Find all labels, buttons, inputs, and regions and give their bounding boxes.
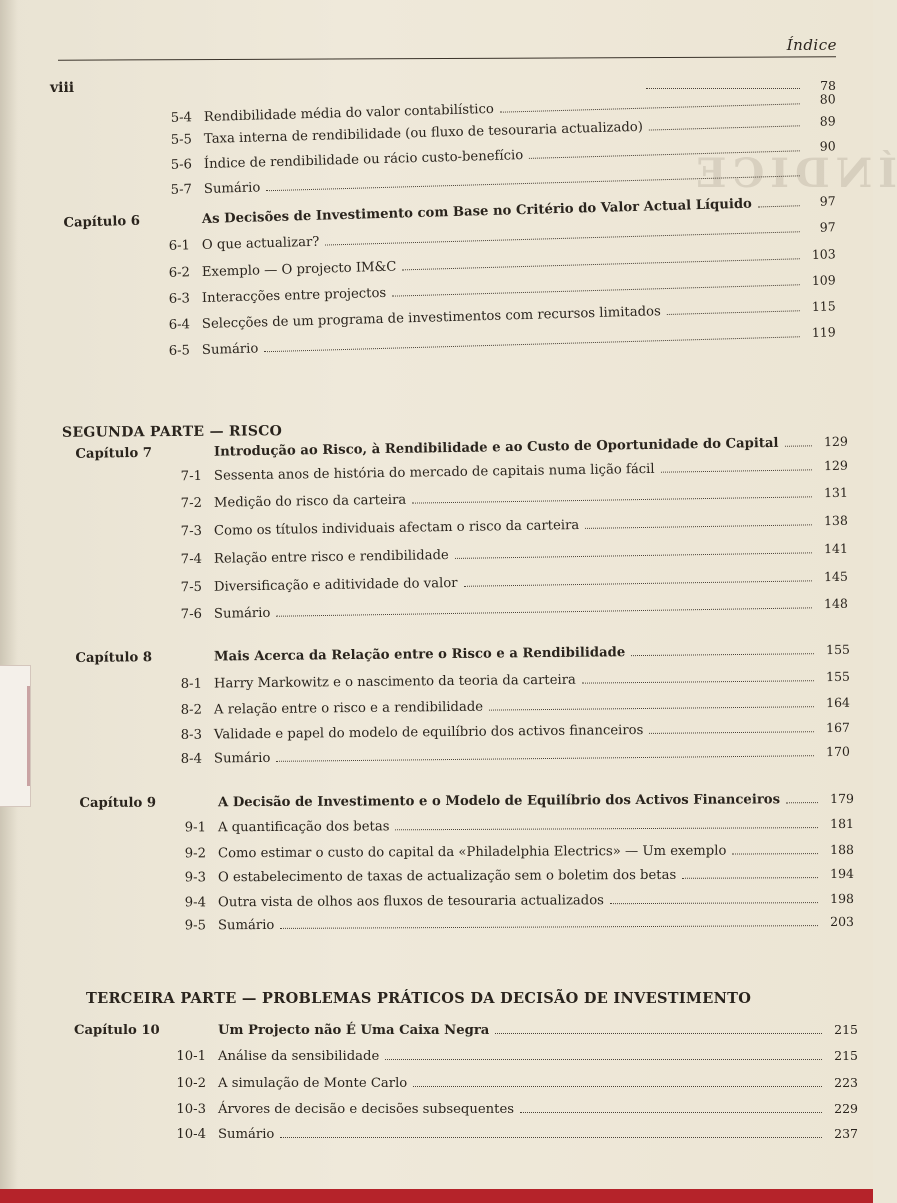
toc-number: 10-4 <box>176 1127 206 1142</box>
toc-title: Um Projecto não É Uma Caixa Negra <box>218 1023 490 1038</box>
toc-page: 103 <box>811 246 836 262</box>
toc-number: 6-4 <box>168 317 191 333</box>
leader-dots <box>631 653 814 656</box>
toc-chapter <box>70 481 162 482</box>
toc-page: 97 <box>819 193 836 209</box>
leader-dots <box>495 1033 822 1034</box>
toc-title: Sumário <box>201 341 259 358</box>
leader-dots <box>325 231 799 245</box>
toc-chapter: Capítulo 10 <box>74 1023 160 1038</box>
toc-number: 7-3 <box>180 523 203 540</box>
toc-page: 145 <box>823 568 849 585</box>
toc-chapter <box>58 329 150 332</box>
toc-chapter <box>70 739 162 740</box>
toc-title: Mais Acerca da Relação entre o Risco e a Rendibilidade <box>213 645 626 665</box>
toc-number: 8-4 <box>180 751 203 767</box>
toc-row <box>74 842 854 862</box>
toc-row <box>70 569 848 597</box>
toc-page: 223 <box>834 1075 858 1090</box>
toc-title: A Decisão de Investimento e o Modelo de Equilíbrio dos Activos Financeiros <box>217 792 781 811</box>
toc-number <box>150 223 202 224</box>
toc-title: Harry Markowitz e o nascimento da teoria da carteira <box>213 672 576 692</box>
toc-number: 5-4 <box>170 110 193 126</box>
leader-dots <box>412 496 812 503</box>
leader-dots <box>682 877 818 879</box>
leader-dots <box>402 258 799 270</box>
running-header: Índice <box>786 36 837 54</box>
toc-title: Como estimar o custo do capital da «Philadelphia Electrics» — Um exemplo <box>217 843 727 862</box>
toc-chapter: Capítulo 8 <box>75 650 153 666</box>
part-heading-2: SEGUNDA PARTE — RISCO <box>61 423 283 441</box>
toc-row <box>74 791 854 811</box>
toc-page: 194 <box>830 865 855 882</box>
toc-row <box>74 1126 858 1142</box>
toc-page <box>806 175 836 176</box>
toc-page: 215 <box>834 1048 858 1063</box>
toc-number: 7-4 <box>180 551 203 568</box>
toc-title: A relação entre o risco e a rendibilidade <box>213 699 484 718</box>
toc-number: 6-1 <box>168 238 191 254</box>
toc-row <box>74 1022 858 1038</box>
toc-page: 115 <box>811 298 836 314</box>
toc-chapter <box>58 355 150 358</box>
toc-page: 109 <box>811 272 836 288</box>
toc-title: Validade e papel do modelo de equilíbrio dos activos financeiros <box>213 722 644 743</box>
toc-page: 181 <box>830 815 855 832</box>
toc-number: 7-6 <box>180 606 203 623</box>
toc-page: 170 <box>826 743 851 760</box>
toc-row <box>74 1048 858 1064</box>
toc-title: Sumário <box>203 180 261 197</box>
toc-page: 155 <box>826 668 851 685</box>
toc-number: 9-5 <box>184 918 207 934</box>
toc-number: 6-5 <box>168 343 191 359</box>
toc-row <box>70 513 848 541</box>
toc-title: Taxa interna de rendibilidade (ou fluxo de tesouraria actualizado) <box>203 119 644 147</box>
toc-page: 138 <box>823 512 849 529</box>
toc-title: Relação entre risco e rendibilidade <box>213 548 449 567</box>
toc-title: Diversificação e aditividade do valor <box>213 575 458 595</box>
book-edge-strip <box>0 1189 873 1203</box>
toc-title: O que actualizar? <box>201 234 320 253</box>
toc-page: 90 <box>819 138 836 154</box>
toc-number: 9-2 <box>184 846 207 862</box>
toc-title: Sessenta anos de história do mercado de capitais numa lição fácil <box>213 461 655 484</box>
leader-dots <box>280 925 818 929</box>
leader-dots <box>464 580 812 586</box>
toc-title: Exemplo — O projecto IM&C <box>201 259 397 280</box>
page-folio: viii <box>50 80 75 96</box>
toc-chapter <box>70 619 162 620</box>
toc-page: 203 <box>830 913 855 930</box>
leader-dots <box>646 88 800 89</box>
leader-dots <box>264 336 799 352</box>
toc-title: Análise da sensibilidade <box>218 1049 380 1064</box>
toc-chapter <box>70 763 162 764</box>
toc-chapter <box>58 303 150 306</box>
toc-title: Como os títulos individuais afectam o risco da carteira <box>213 518 580 539</box>
toc-page: 215 <box>834 1022 858 1037</box>
toc-chapter <box>60 169 152 172</box>
leader-dots <box>661 469 812 472</box>
toc-title: Sumário <box>213 605 271 622</box>
toc-number: 7-2 <box>180 495 203 512</box>
part-heading-3: TERCEIRA PARTE — PROBLEMAS PRÁTICOS DA DECISÃO DE INVESTIMENTO <box>86 990 752 1007</box>
toc-chapter <box>58 250 150 253</box>
leader-dots <box>489 706 814 710</box>
toc-page: 164 <box>826 694 851 711</box>
toc-number: 9-1 <box>184 820 207 836</box>
toc-title: Introdução ao Risco, à Rendibilidade e ao Custo de Oportunidade do Capital <box>213 435 779 460</box>
leader-dots <box>610 902 818 904</box>
bleed-through-text: ÍNDICE <box>690 150 897 197</box>
toc-row <box>640 78 836 93</box>
leader-dots <box>276 607 812 616</box>
toc-chapter <box>70 592 162 593</box>
leader-dots <box>585 524 812 529</box>
toc-number: 8-3 <box>180 727 203 743</box>
toc-title: Sumário <box>213 750 271 767</box>
leader-dots <box>785 445 812 446</box>
leader-dots <box>395 827 818 830</box>
toc-page: 148 <box>823 595 849 612</box>
toc-chapter <box>60 122 152 125</box>
toc-page: 78 <box>820 78 836 93</box>
toc-title: As Decisões de Investimento com Base no Critério do Valor Actual Líquido <box>201 196 753 227</box>
leader-dots <box>385 1059 822 1060</box>
toc-chapter: Capítulo 6 <box>63 213 141 231</box>
leader-dots <box>520 1112 822 1113</box>
toc-chapter: Capítulo 9 <box>79 795 157 811</box>
toc-number: 9-4 <box>184 895 207 911</box>
toc-row <box>74 914 854 934</box>
leader-dots <box>758 205 800 207</box>
toc-page: 155 <box>826 641 851 658</box>
toc-row <box>70 744 850 768</box>
toc-title: Sumário <box>217 917 275 934</box>
toc-page: 237 <box>834 1126 858 1141</box>
page-gutter-shadow <box>0 0 18 1203</box>
toc-page: 188 <box>830 841 855 858</box>
toc-number: 6-2 <box>168 265 191 281</box>
toc-title: Interacções entre projectos <box>201 285 387 306</box>
leader-dots <box>786 802 818 803</box>
toc-number: 9-3 <box>184 870 207 886</box>
toc-number: 5-7 <box>170 182 193 198</box>
toc-title: Medição do risco da carteira <box>213 492 407 511</box>
toc-title: Sumário <box>218 1127 275 1142</box>
toc-row <box>74 816 854 836</box>
header-rule <box>58 56 836 60</box>
toc-page: 97 <box>819 219 836 235</box>
toc-number: 7-5 <box>180 579 203 596</box>
page-tab-marker <box>0 665 31 807</box>
toc-chapter <box>70 714 162 715</box>
toc-page: 198 <box>830 890 855 907</box>
leader-dots <box>413 1086 822 1087</box>
toc-page: 129 <box>823 457 849 474</box>
toc-title: A simulação de Monte Carlo <box>218 1076 408 1091</box>
toc-title: Selecções de um programa de investimentos com recursos limitados <box>201 304 661 332</box>
leader-dots <box>582 680 814 683</box>
toc-chapter <box>70 508 162 509</box>
leader-dots <box>667 310 800 315</box>
leader-dots <box>280 1137 822 1138</box>
toc-number: 5-5 <box>170 132 193 148</box>
toc-chapter <box>60 194 152 197</box>
leader-dots <box>276 755 814 762</box>
toc-page: 229 <box>834 1101 858 1116</box>
toc-row <box>70 695 850 719</box>
toc-page: 80 <box>819 91 836 107</box>
leader-dots <box>732 853 818 854</box>
toc-row <box>70 720 850 744</box>
toc-row <box>70 642 850 666</box>
toc-number: 10-2 <box>176 1076 206 1091</box>
toc-chapter <box>70 688 162 689</box>
toc-number <box>162 456 214 457</box>
leader-dots <box>392 284 800 296</box>
toc-row <box>70 458 848 486</box>
toc-number: 8-1 <box>180 676 203 692</box>
leader-dots <box>649 731 814 734</box>
leader-dots <box>649 125 800 130</box>
toc-number: 8-2 <box>180 702 203 718</box>
toc-row <box>70 541 848 569</box>
toc-page: 167 <box>826 719 851 736</box>
toc-chapter <box>70 536 162 537</box>
toc-row <box>74 1101 858 1117</box>
toc-row <box>74 1075 858 1091</box>
toc-row <box>74 866 854 886</box>
toc-title: O estabelecimento de taxas de actualização sem o boletim dos betas <box>217 867 677 886</box>
toc-number: 10-3 <box>176 1102 206 1117</box>
leader-dots <box>500 103 800 112</box>
toc-title: Outra vista de olhos aos fluxos de tesouraria actualizados <box>217 893 604 911</box>
toc-number: 6-3 <box>168 291 191 307</box>
toc-title: Rendibilidade média do valor contabilístico <box>203 101 495 125</box>
toc-page: 179 <box>830 790 855 807</box>
toc-chapter <box>70 564 162 565</box>
toc-title: Índice de rendibilidade ou rácio custo-benefício <box>203 148 524 172</box>
toc-title: Árvores de decisão e decisões subsequentes <box>218 1102 515 1117</box>
toc-row <box>70 485 848 513</box>
toc-chapter: Capítulo 7 <box>75 445 153 462</box>
toc-number: 7-1 <box>180 468 203 485</box>
toc-page: 141 <box>823 540 849 557</box>
toc-row <box>70 669 850 693</box>
toc-number: 5-6 <box>170 157 193 173</box>
toc-title: A quantificação dos betas <box>217 819 390 836</box>
toc-number: 10-1 <box>176 1049 206 1064</box>
toc-chapter <box>58 277 150 280</box>
toc-chapter <box>60 144 152 147</box>
leader-dots <box>455 552 812 559</box>
toc-number <box>162 660 214 661</box>
toc-page: 129 <box>823 433 849 450</box>
toc-page: 131 <box>823 484 849 501</box>
toc-page: 119 <box>811 324 836 340</box>
toc-page: 89 <box>819 113 836 129</box>
toc-row <box>70 596 848 624</box>
toc-row <box>74 891 854 911</box>
